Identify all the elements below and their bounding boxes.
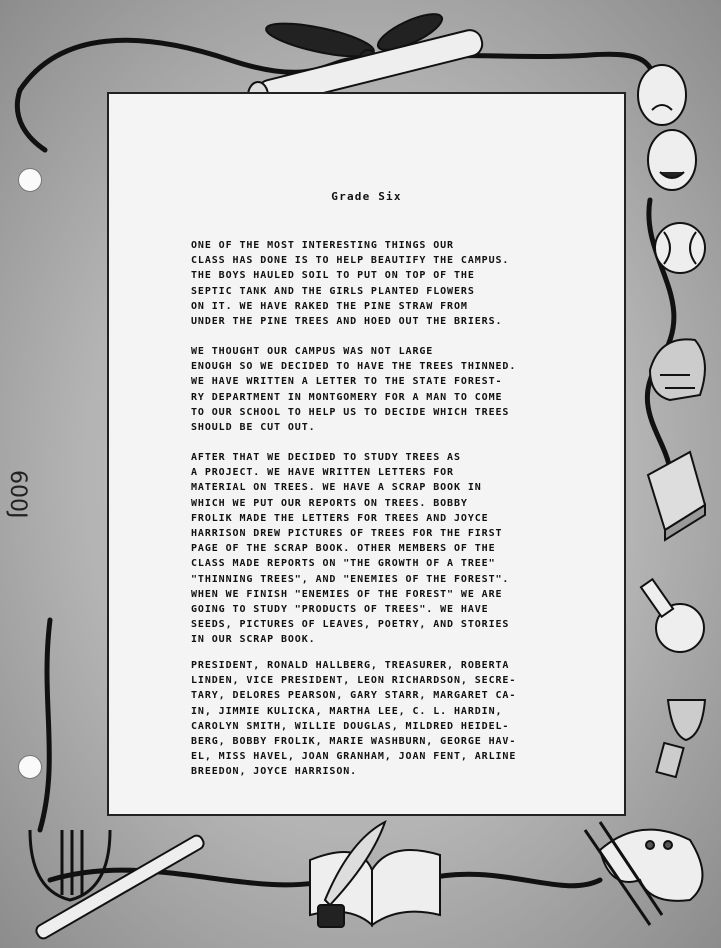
trophy-icon — [656, 700, 705, 777]
binder-hole-top — [18, 168, 42, 192]
lyre-icon — [30, 830, 110, 900]
paragraph-tree-study: AFTER THAT WE DECIDED TO STUDY TREES AS A PROJECT. WE HAVE WRITTEN LETTERS FOR MATERIAL ON TREES. WE HAVE A SCRAP BOOK IN WHICH WE PUT OUR REPORTS ON TREES. BOBBY FROLIK MADE THE LETTERS FOR TREES AND JOYCE HARRISON DREW PICTURES OF TREES FOR THE FIRST PAGE OF THE SCRAP BOOK. OTHER MEMBERS OF THE CLASS MADE REPORTS ON "THE GROWTH OF A TREE" "THINNING TREES", AND "ENEMIES OF THE FOREST". WHEN WE FINISH "ENEMIES OF THE FOREST" WE ARE GOING TO STUDY "PRODUCTS OF TREES". WE HAVE SEEDS, PICTURES OF LEAVES, POETRY, AND STORIES IN OUR SCRAP BOOK. — [191, 452, 510, 646]
comedy-tragedy-masks-icon — [638, 65, 696, 190]
page-title: Grade Six — [331, 190, 402, 203]
margin-handwriting: 600J — [5, 470, 30, 519]
book-icon — [648, 452, 705, 540]
flask-icon — [641, 579, 704, 652]
baseball-icon — [655, 223, 705, 273]
document-page — [107, 92, 626, 816]
paint-palette-icon — [600, 830, 703, 901]
paragraph-class-roster: PRESIDENT, RONALD HALLBERG, TREASURER, ROBERTA LINDEN, VICE PRESIDENT, LEON RICHARDSON, SECRE- TARY, DELORES PEARSON, GARY STARR, MARGARET CA- IN, JIMMIE KULICKA, MARTHA LEE, C. L. HARDIN, CAROLYN SMITH, WILLIE DOUGLAS, MILDRED HEIDEL- BERG, BOBBY FROLIK, MARIE WASHBURN, GEORGE HAV- EL, MISS HAVEL, JOAN GRANHAM, JOAN FENT, ARLINE BREEDON, JOYCE HARRISON. — [191, 660, 517, 778]
binder-hole-bottom — [18, 755, 42, 779]
paragraph-campus-beautify: ONE OF THE MOST INTERESTING THINGS OUR CLASS HAS DONE IS TO HELP BEAUTIFY THE CAMPUS. THE BOYS HAULED SOIL TO PUT ON TOP OF THE SEPTIC TANK AND THE GIRLS PLANTED FLOWERS ON IT. WE HAVE RAKED THE PINE STRAW FROM UNDER THE PINE TREES AND HOED OUT THE BRIERS. — [191, 240, 510, 328]
football-helmet-icon — [650, 339, 705, 400]
paragraph-trees-thinned: WE THOUGHT OUR CAMPUS WAS NOT LARGE ENOUGH SO WE DECIDED TO HAVE THE TREES THINNED. WE HAVE WRITTEN A LETTER TO THE STATE FOREST- RY DEPARTMENT IN MONTGOMERY FOR A MAN TO COME TO OUR SCHOOL TO HELP US TO DECIDE WHICH TREES SHOULD BE CUT OUT. — [191, 346, 517, 434]
flute-icon — [34, 833, 206, 940]
